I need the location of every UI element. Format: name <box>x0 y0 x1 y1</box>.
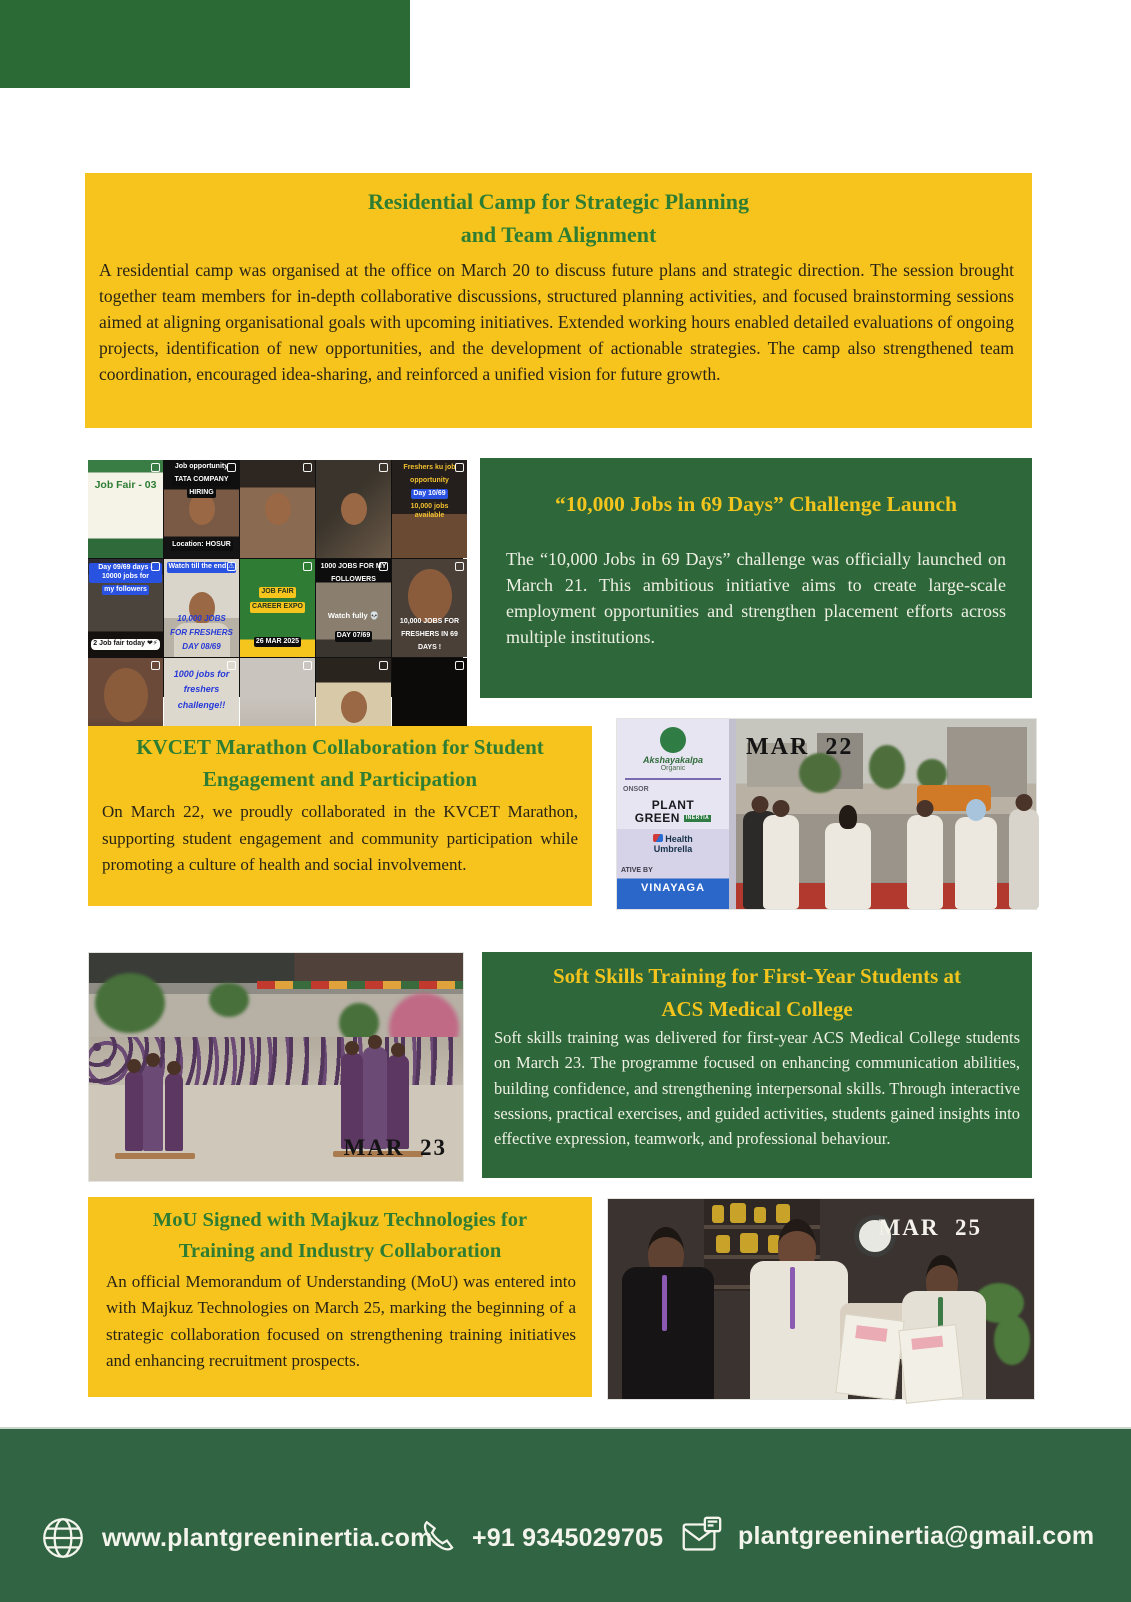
collage-caption: Job Fair - 03 <box>94 479 157 491</box>
reel-icon <box>379 661 388 670</box>
plant-green-line2: GREEN <box>634 810 680 825</box>
section-body: An official Memorandum of Understanding (MoU) was entered into with Majkuz Technologies on March 25, marking the beginning of a strategic collaboration focused on strengthening training initiatives and enhancing recruitment prospects. <box>106 1271 576 1370</box>
initiative-label: ATIVE BY <box>621 866 653 874</box>
section-body: The “10,000 Jobs in 69 Days” challenge was officially launched on March 21. This ambitious initiative aims to create large-scale employment opportunities and strengthen placement efforts across multiple institutions. <box>506 549 1006 648</box>
tree-shape <box>95 973 165 1033</box>
date-label-mar-25: MAR 25 <box>878 1215 982 1240</box>
section-title <box>88 1197 592 1267</box>
document-stamp <box>911 1335 943 1350</box>
collage-caption: 10,000 jobs available <box>410 503 449 519</box>
collage-caption: 1000 JOBS FOR MY <box>320 563 387 570</box>
figure-shape <box>341 691 367 723</box>
globe-icon <box>38 1513 88 1563</box>
runner-figure <box>763 815 799 909</box>
runner-figure <box>825 823 871 909</box>
collage-cell <box>316 559 391 657</box>
title-line-1: Residential Camp for Strategic Planning <box>368 189 749 214</box>
brand-header-bar <box>0 0 410 88</box>
collage-caption: 26 MAR 2025 <box>254 637 301 648</box>
collage-caption: Watch till the end ⚠ <box>167 562 237 573</box>
runner-figure <box>907 815 943 909</box>
photo-soft-skills-training <box>88 952 464 1182</box>
collage-caption: FRESHERS IN 69 <box>401 630 458 638</box>
collage-caption: my followers <box>102 585 149 596</box>
reel-icon <box>303 562 312 571</box>
reel-icon <box>227 463 236 472</box>
collage-caption: CAREER EXPO <box>250 602 305 613</box>
collage-cell <box>164 559 239 657</box>
collage-caption: FOLLOWERS <box>331 575 376 583</box>
collage-caption: 10,000 JOBS <box>177 613 226 623</box>
collage-caption: DAY 08/69 <box>182 641 221 651</box>
phone-number[interactable]: +91 9345029705 <box>472 1523 664 1552</box>
health-umbrella-logo <box>617 834 729 855</box>
section-title <box>88 726 592 795</box>
email-address[interactable]: plantgreeninertia@gmail.com <box>738 1521 1095 1550</box>
sponsor-brand-sub: Organic <box>660 765 686 772</box>
title-line-2: and Team Alignment <box>460 222 657 247</box>
plant-shape <box>994 1315 1030 1365</box>
collage-caption: HIRING <box>187 488 216 499</box>
collage-caption: challenge!! <box>177 699 226 710</box>
document-stamp <box>855 1325 888 1341</box>
collage-cell <box>88 460 163 558</box>
collage-caption: TATA COMPANY <box>172 475 230 486</box>
person-white-shirt <box>750 1261 848 1399</box>
collage-cell <box>316 460 391 558</box>
reel-icon <box>455 661 464 670</box>
runner-figure <box>1009 809 1039 909</box>
student-figure <box>363 1047 387 1149</box>
collage-cell <box>164 460 239 558</box>
section-body: Soft skills training was delivered for first-year ACS Medical College students on March 23. The programme focused on enhancing communication abilities, building confidence, and strengthening interpersonal skills. Through interactive sessions, practical exercises, and guided activities, students gained insights into effective expression, teamwork, and professional behaviour. <box>494 1028 1020 1149</box>
trophy-shape <box>716 1235 730 1253</box>
figure-shape <box>104 668 148 722</box>
title-line-2: ACS Medical College <box>661 996 853 1021</box>
student-figure <box>125 1071 143 1151</box>
collage-caption: 2 Job fair today ❤⚡ <box>91 639 159 650</box>
section-body: A residential camp was organised at the office on March 20 to discuss future plans and strategic direction. The session brought together team members for in-depth collaborative discussions, structured planning activities, and focused brainstorming sessions aimed at aligning organisational goals with upcoming initiatives. Extended working hours enabled detailed evaluations of ongoing projects, identification of new opportunities, and the development of actionable strategies. The camp also strengthened team coordination, encouraged idea-sharing, and reinforced a unified vision for future growth. <box>99 260 1014 384</box>
title-line-1: Soft Skills Training for First-Year Students at <box>553 964 961 988</box>
trophy-shape <box>730 1203 746 1223</box>
section-title: “10,000 Jobs in 69 Days” Challenge Launch <box>554 492 957 516</box>
title-line-2: Engagement and Participation <box>202 766 478 791</box>
collage-cell <box>392 460 467 558</box>
health-umbrella-line1: Health <box>665 834 693 845</box>
collage-caption: Day 10/69 <box>411 489 447 500</box>
plank-shape <box>115 1153 195 1159</box>
reel-icon <box>455 562 464 571</box>
trophy-shape <box>754 1207 766 1223</box>
collage-caption: Day 09/69 days - 10000 jobs for <box>89 563 162 583</box>
canopy-stripe <box>257 981 463 989</box>
date-label-mar-22: MAR 22 <box>746 734 854 760</box>
figure-shape <box>341 493 367 525</box>
footer-contact-bar <box>0 1427 1131 1602</box>
reel-icon <box>303 661 312 670</box>
mou-document <box>898 1324 963 1404</box>
tree-shape <box>869 745 905 789</box>
section-residential-camp <box>85 173 1032 428</box>
plant-green-logo <box>617 799 729 824</box>
reel-icon <box>455 463 464 472</box>
trophy-shape <box>740 1233 758 1253</box>
section-title <box>85 173 1032 251</box>
lanyard <box>790 1267 795 1329</box>
section-kvcet-marathon <box>88 726 592 906</box>
collage-caption: DAY 07/69 <box>335 631 372 642</box>
figure-shape <box>265 493 291 525</box>
jobs-posts-collage <box>88 460 463 710</box>
collage-caption: 1000 jobs for <box>173 669 230 679</box>
sponsor-label: ONSOR <box>623 786 649 793</box>
reel-icon <box>151 463 160 472</box>
section-soft-skills <box>482 952 1032 1178</box>
banner-pole <box>729 719 736 909</box>
collage-caption: JOB FAIR <box>259 587 295 598</box>
akshayakalpa-logo <box>660 727 686 753</box>
phone-icon <box>418 1515 460 1561</box>
photo-mou-signing <box>607 1198 1035 1400</box>
divider <box>625 778 721 780</box>
footer-email <box>678 1513 1094 1559</box>
title-line-1: MoU Signed with Majkuz Technologies for <box>152 1209 528 1231</box>
figure-shape <box>408 569 452 623</box>
collage-caption: DAYS ! <box>417 643 442 651</box>
collage-grid <box>88 460 463 756</box>
website-link[interactable]: www.plantgreeninertia.com <box>102 1523 433 1552</box>
footer-phone <box>418 1515 663 1561</box>
section-jobs-challenge <box>480 458 1032 698</box>
reel-icon <box>227 562 236 571</box>
collage-cell <box>392 559 467 657</box>
tree-shape <box>209 983 249 1017</box>
reel-icon <box>151 562 160 571</box>
section-mou <box>88 1197 592 1397</box>
collage-caption: Freshers ku job <box>403 464 456 471</box>
trophy-shape <box>712 1205 724 1223</box>
collage-caption: Job opportunity <box>174 463 229 470</box>
footer-website <box>38 1513 433 1563</box>
reel-icon <box>151 661 160 670</box>
collage-caption: FOR FRESHERS <box>170 627 233 637</box>
student-figure <box>165 1073 183 1151</box>
vinayaga-label: VINAYAGA <box>640 881 706 894</box>
collage-cell <box>240 460 315 558</box>
student-figure <box>143 1065 163 1151</box>
reel-icon <box>379 463 388 472</box>
health-umbrella-mark <box>653 834 663 842</box>
collage-caption: Watch fully 💀 <box>327 610 380 620</box>
runner-figure <box>955 817 997 909</box>
collage-caption: freshers <box>183 684 220 695</box>
mou-document <box>835 1314 904 1401</box>
collage-cell <box>240 559 315 657</box>
photo-kvcet-marathon <box>616 718 1037 910</box>
sponsor-brand-name: Akshayakalpa <box>642 755 704 765</box>
collage-caption: 10,000 JOBS FOR <box>399 618 460 625</box>
reel-icon <box>227 661 236 670</box>
sponsor-banner <box>617 719 729 909</box>
person-black-shirt <box>622 1267 714 1399</box>
title-line-2: Training and Industry Collaboration <box>178 1239 502 1262</box>
email-icon <box>678 1513 724 1559</box>
trophy-shape <box>776 1204 790 1223</box>
reel-icon <box>303 463 312 472</box>
plant-green-tag: INERTIA <box>685 814 710 821</box>
health-umbrella-line2: Umbrella <box>653 844 693 855</box>
reel-icon <box>379 562 388 571</box>
section-title <box>482 952 1032 1025</box>
collage-cell <box>88 559 163 657</box>
section-body: On March 22, we proudly collaborated in the KVCET Marathon, supporting student engagement and community participation while promoting a culture of health and social involvement. <box>102 802 578 874</box>
title-line-1: KVCET Marathon Collaboration for Student <box>136 735 544 759</box>
date-label-mar-23: MAR 23 <box>343 1135 447 1160</box>
lanyard <box>662 1275 667 1331</box>
plant-green-line1: PLANT <box>651 798 695 812</box>
collage-caption: opportunity <box>410 476 449 484</box>
figure-shape <box>189 493 215 525</box>
collage-caption: Location: HOSUR <box>170 540 233 551</box>
